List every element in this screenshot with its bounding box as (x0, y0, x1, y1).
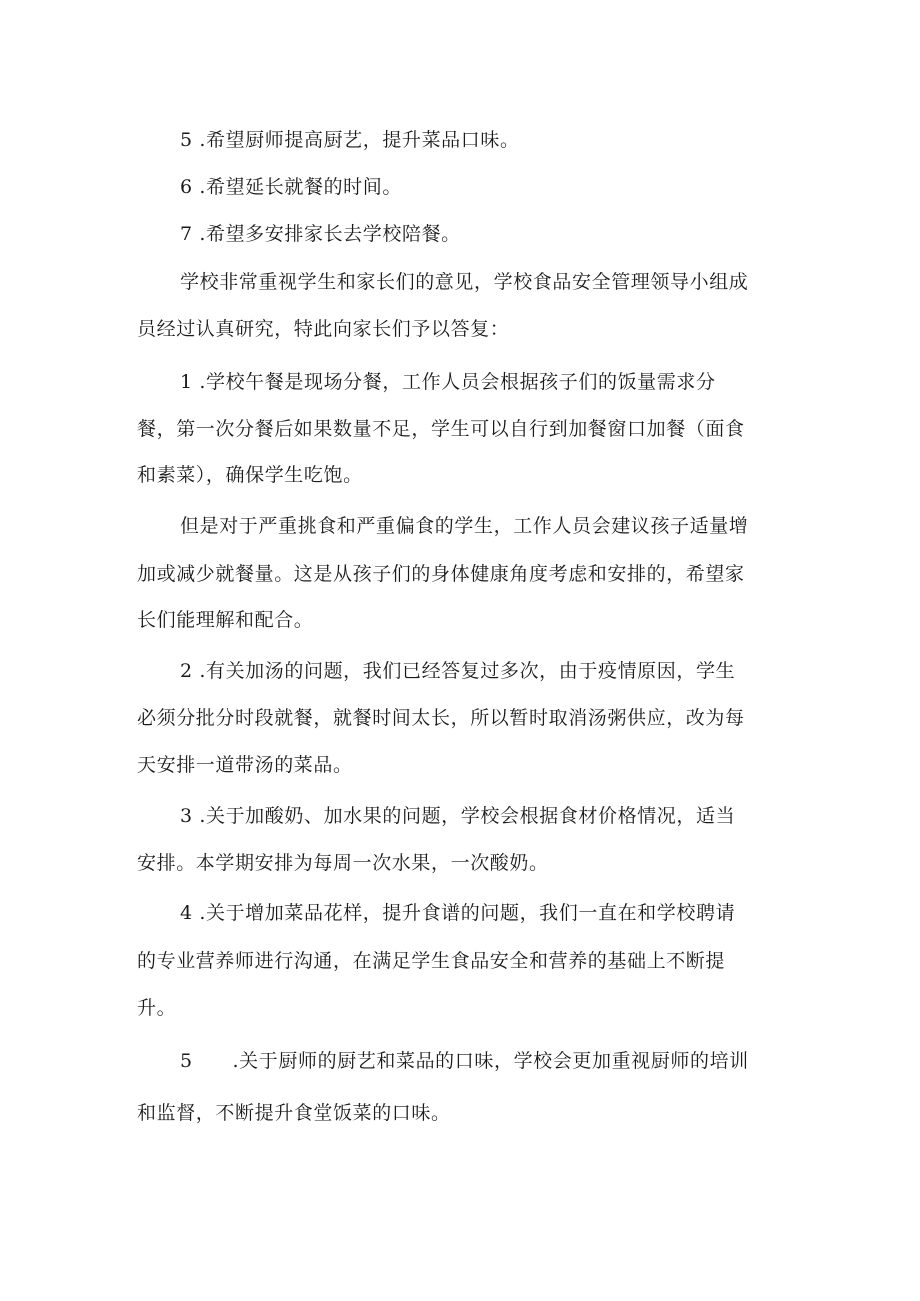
reply-4-line-1: 4 .关于增加菜品花样，提升食谱的问题，我们一直在和学校聘请 (180, 902, 736, 924)
reply-1-note-line-1: 但是对于严重挑食和严重偏食的学生，工作人员会建议孩子适量增 (180, 515, 749, 537)
intro-paragraph-line-2: 员经过认真研究，特此向家长们予以答复： (137, 318, 510, 340)
wish-item-6: 6 .希望延长就餐的时间。 (180, 176, 402, 198)
reply-3-line-1: 3 .关于加酸奶、加水果的问题，学校会根据食材价格情况，适当 (180, 805, 736, 827)
reply-2-line-2: 必须分批分时段就餐，就餐时间太长，所以暂时取消汤粥供应，改为每 (137, 707, 745, 729)
reply-2-line-1: 2 .有关加汤的问题，我们已经答复过多次，由于疫情原因，学生 (180, 660, 736, 682)
reply-5-line-1: 5 .关于厨师的厨艺和菜品的口味，学校会更加重视厨师的培训 (180, 1050, 749, 1072)
reply-5-line-2: 和监督，不断提升食堂饭菜的口味。 (137, 1102, 451, 1124)
intro-paragraph-line-1: 学校非常重视学生和家长们的意见，学校食品安全管理领导小组成 (180, 271, 749, 293)
reply-2-line-3: 天安排一道带汤的菜品。 (137, 754, 353, 776)
reply-3-line-2: 安排。本学期安排为每周一次水果，一次酸奶。 (137, 852, 549, 874)
wish-item-7: 7 .希望多安排家长去学校陪餐。 (180, 223, 461, 245)
wish-item-5: 5 .希望厨师提高厨艺，提升菜品口味。 (180, 129, 520, 151)
reply-1-line-3: 和素菜），确保学生吃饱。 (137, 464, 363, 486)
reply-4-line-2: 的专业营养师进行沟通，在满足学生食品安全和营养的基础上不断提 (137, 950, 726, 972)
reply-4-line-3: 升。 (137, 997, 177, 1019)
reply-1-note-line-2: 加或减少就餐量。这是从孩子们的身体健康角度考虑和安排的，希望家 (137, 563, 745, 585)
reply-1-note-line-3: 长们能理解和配合。 (137, 609, 314, 631)
reply-1-line-2: 餐，第一次分餐后如果数量不足，学生可以自行到加餐窗口加餐（面食 (137, 418, 745, 440)
reply-1-line-1: 1 .学校午餐是现场分餐，工作人员会根据孩子们的饭量需求分 (180, 371, 716, 393)
